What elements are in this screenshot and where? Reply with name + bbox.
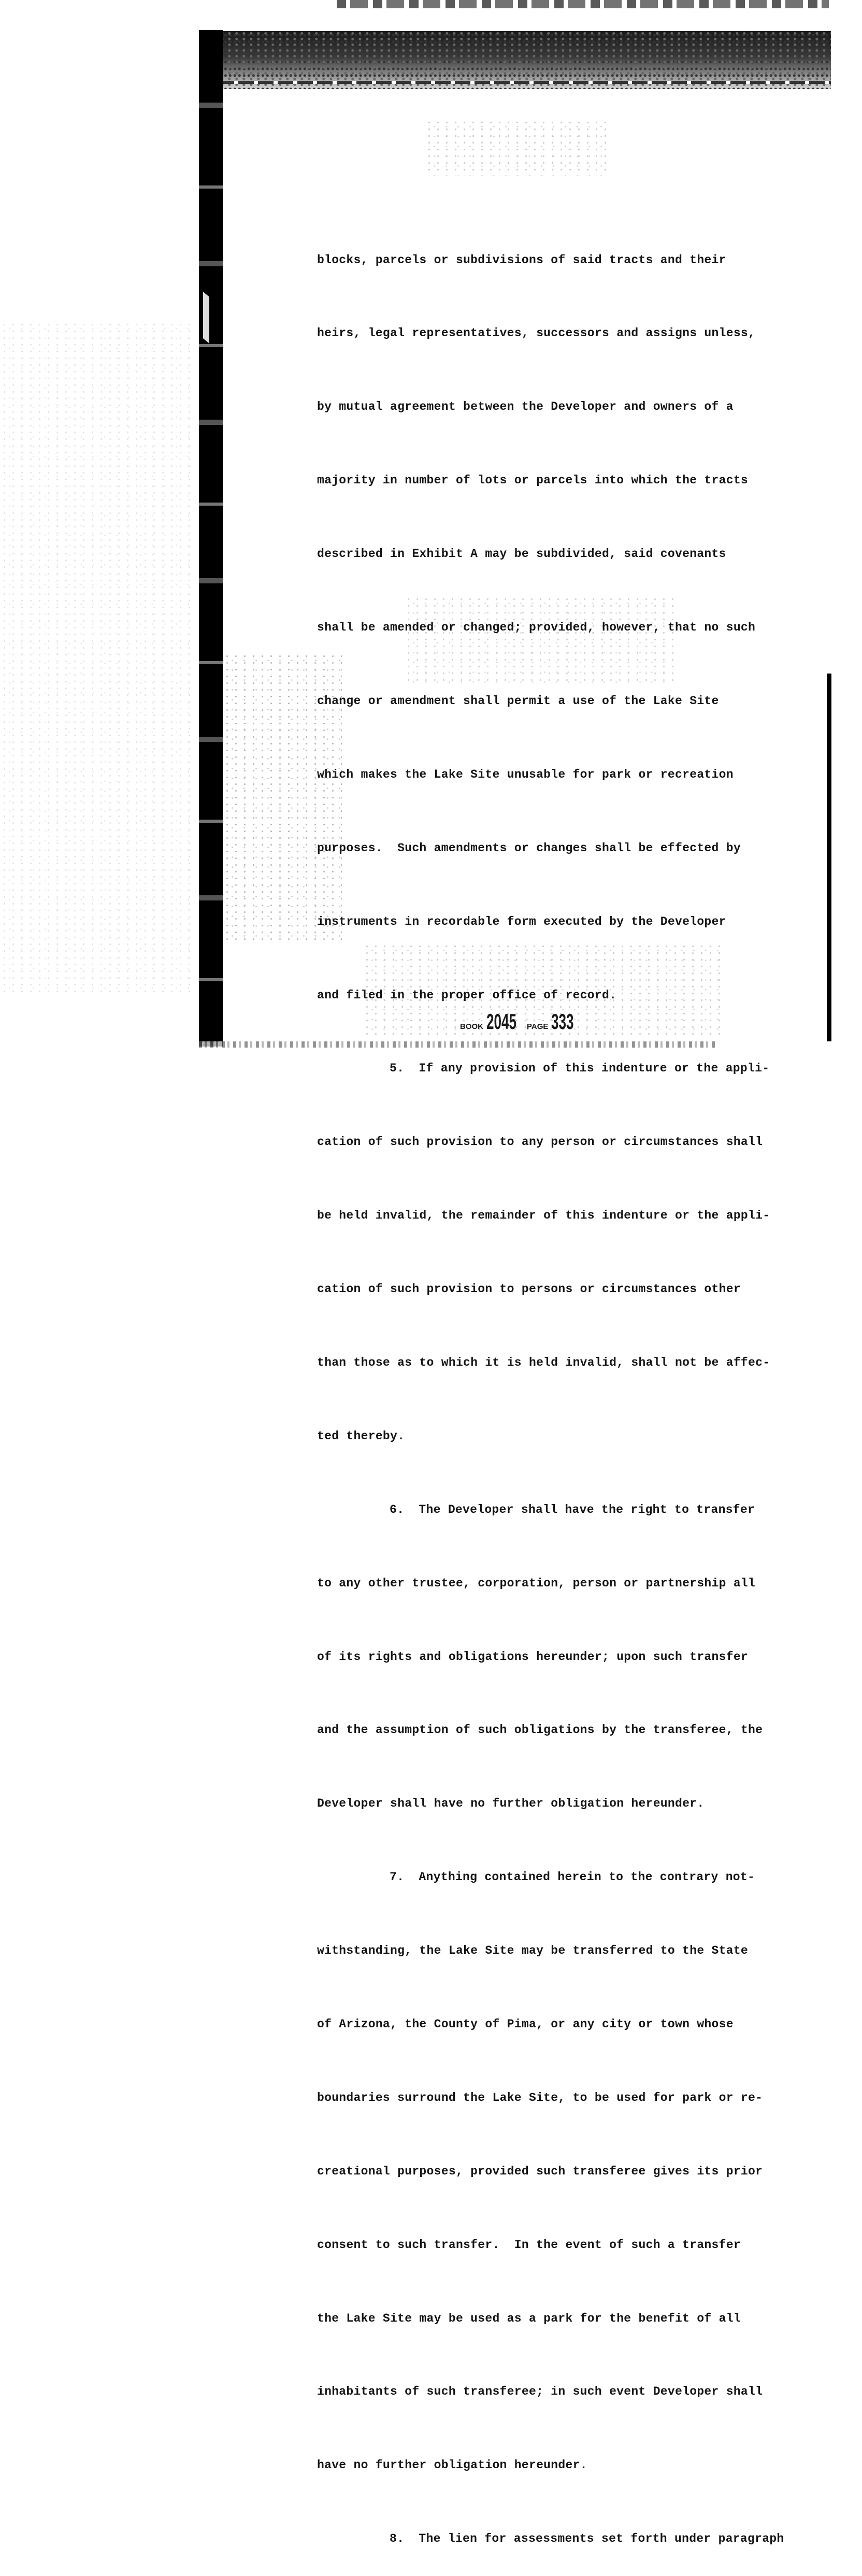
- text-line: and filed in the proper office of record.: [317, 988, 617, 1002]
- text-line: than those as to which it is held invalid, shall not be affec-: [317, 1355, 770, 1369]
- text-line: to any other trustee, corporation, person or partnership all: [317, 1576, 756, 1590]
- text-line: of Arizona, the County of Pima, or any city or town whose: [317, 2017, 734, 2031]
- text-line: consent to such transfer. In the event of such a transfer: [317, 2238, 741, 2252]
- scan-speckle-top: [425, 119, 611, 176]
- text-line: blocks, parcels or subdivisions of said tracts and their: [317, 253, 726, 267]
- text-line: be held invalid, the remainder of this indenture or the appli-: [317, 1209, 770, 1223]
- text-line: majority in number of lots or parcels into which the tracts: [317, 474, 749, 488]
- text-line: the Lake Site may be used as a park for the benefit of all: [317, 2311, 741, 2325]
- text-line: which makes the Lake Site unusable for park or recreation: [317, 767, 734, 781]
- paragraph-6-start: 6. The Developer shall have the right to transfer: [390, 1502, 755, 1516]
- paragraph-7-start: 7. Anything contained herein to the contrary not-: [390, 1870, 755, 1884]
- text-line: ted thereby.: [317, 1429, 405, 1443]
- text-line: have no further obligation hereunder.: [317, 2458, 587, 2472]
- text-line: of its rights and obligations hereunder; upon such transfer: [317, 1650, 749, 1664]
- scan-top-edge: [337, 0, 829, 8]
- text-line: and the assumption of such obligations by the transferee, the: [317, 1723, 763, 1737]
- scan-speckle-left-margin: [0, 321, 197, 995]
- book-number: 2045: [486, 1009, 516, 1034]
- text-line: shall be amended or changed; provided, however, that no such: [317, 621, 756, 635]
- document-body: [317, 199, 838, 2576]
- text-line: change or amendment shall permit a use of the Lake Site: [317, 694, 719, 708]
- text-line: inhabitants of such transferee; in such event Developer shall: [317, 2385, 763, 2399]
- text-line: cation of such provision to persons or circumstances other: [317, 1282, 741, 1296]
- text-line: Developer shall have no further obligation hereunder.: [317, 1797, 705, 1811]
- text-line: withstanding, the Lake Site may be transferred to the State: [317, 1944, 749, 1958]
- text-line: instruments in recordable form executed by the Developer: [317, 914, 726, 928]
- page-number: 333: [551, 1009, 574, 1034]
- paragraph-5-start: 5. If any provision of this indenture or the appli-: [390, 1062, 770, 1076]
- scan-left-border: [199, 30, 223, 1047]
- page-label: PAGE: [527, 1022, 549, 1031]
- text-line: creational purposes, provided such transferee gives its prior: [317, 2164, 763, 2178]
- text-line: by mutual agreement between the Developer and owners of a: [317, 400, 734, 414]
- scan-header-noise: [199, 31, 831, 89]
- text-line: cation of such provision to any person or circumstances shall: [317, 1135, 763, 1149]
- book-page-stamp: [460, 1009, 588, 1032]
- text-line: heirs, legal representatives, successors and assigns unless,: [317, 326, 756, 340]
- book-label: BOOK: [460, 1022, 483, 1031]
- text-line: described in Exhibit A may be subdivided, said covenants: [317, 547, 726, 561]
- paragraph-8-start: 8. The lien for assessments set forth under paragraph: [390, 2532, 784, 2546]
- text-line: purposes. Such amendments or changes shall be effected by: [317, 841, 741, 855]
- text-line: boundaries surround the Lake Site, to be used for park or re-: [317, 2091, 763, 2105]
